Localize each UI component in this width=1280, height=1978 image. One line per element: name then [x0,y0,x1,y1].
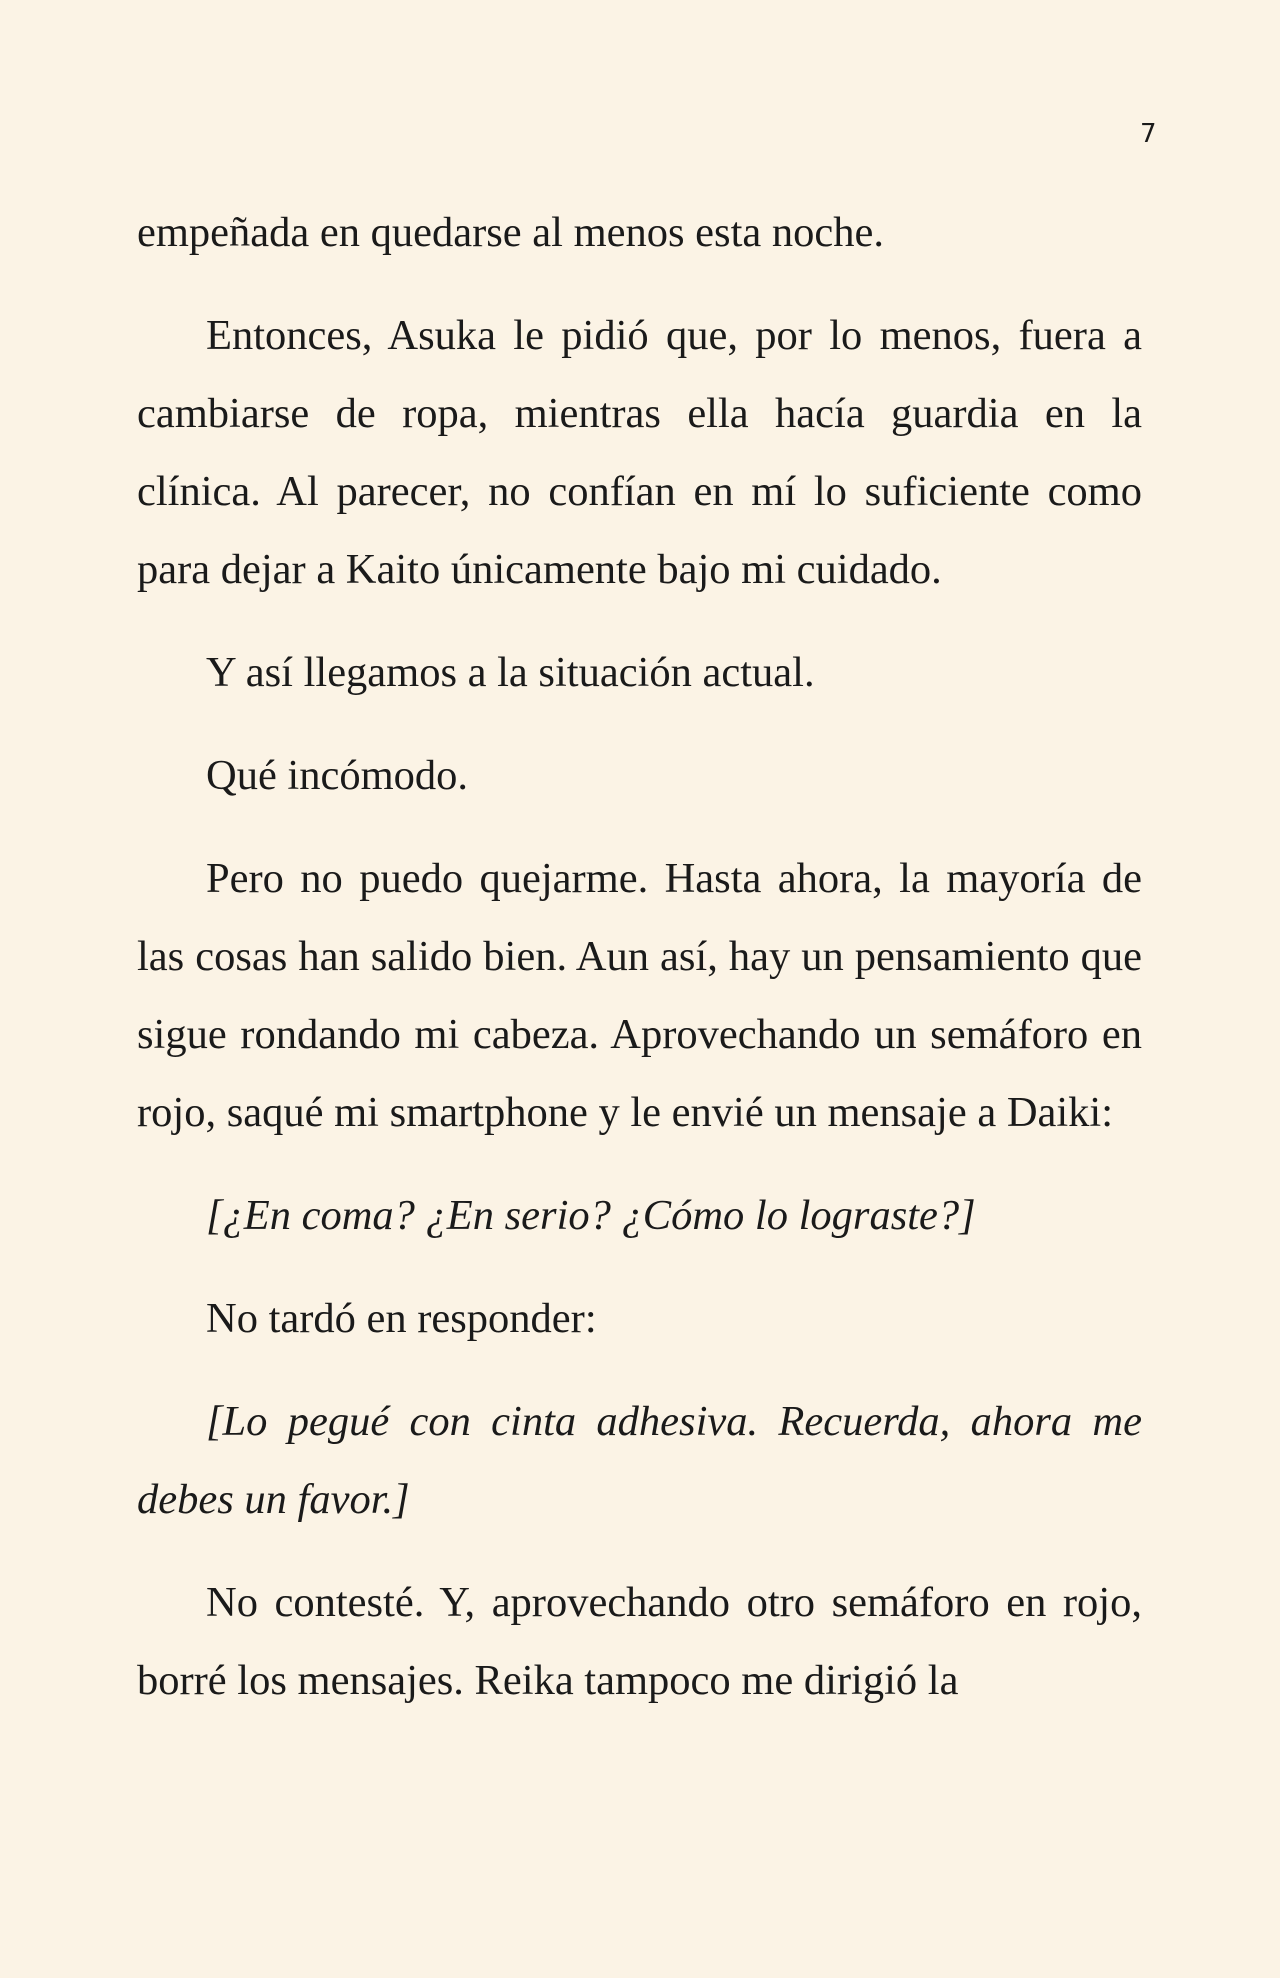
paragraph: empeñada en quedarse al menos esta noche. [137,209,884,256]
quoted-message: [¿En coma? ¿En serio? ¿Cómo lo lograste?] [206,1192,976,1239]
paragraph: Y así llegamos a la situación actual. [206,649,815,696]
paragraph: Pero no puedo quejarme. Hasta ahora, la mayoría de las cosas han salido bien. Aun así, hay un pensamiento que sigue rondando mi cabeza. Aprovechando un semáforo en rojo, saqué mi smartphone y le envié un mensaje a Daiki: [137,855,1142,1136]
paragraph: No contesté. Y, aprovechando otro semáforo en rojo, borré los mensajes. Reika tampoco me dirigió la [137,1579,1142,1704]
paragraph: No tardó en responder: [206,1295,597,1342]
page-number: 7 [1140,119,1157,149]
paragraph: Qué incómodo. [206,752,469,799]
quoted-message: [Lo pegué con cinta adhesiva. Recuerda, ahora me debes un favor.] [137,1398,1142,1523]
paragraph: Entonces, Asuka le pidió que, por lo menos, fuera a cambiarse de ropa, mientras ella hacía guardia en la clínica. Al parecer, no confían en mí lo suficiente como para dejar a Kaito únicamente bajo mi cuidado. [137,312,1142,593]
page-text-body [137,194,1142,1745]
